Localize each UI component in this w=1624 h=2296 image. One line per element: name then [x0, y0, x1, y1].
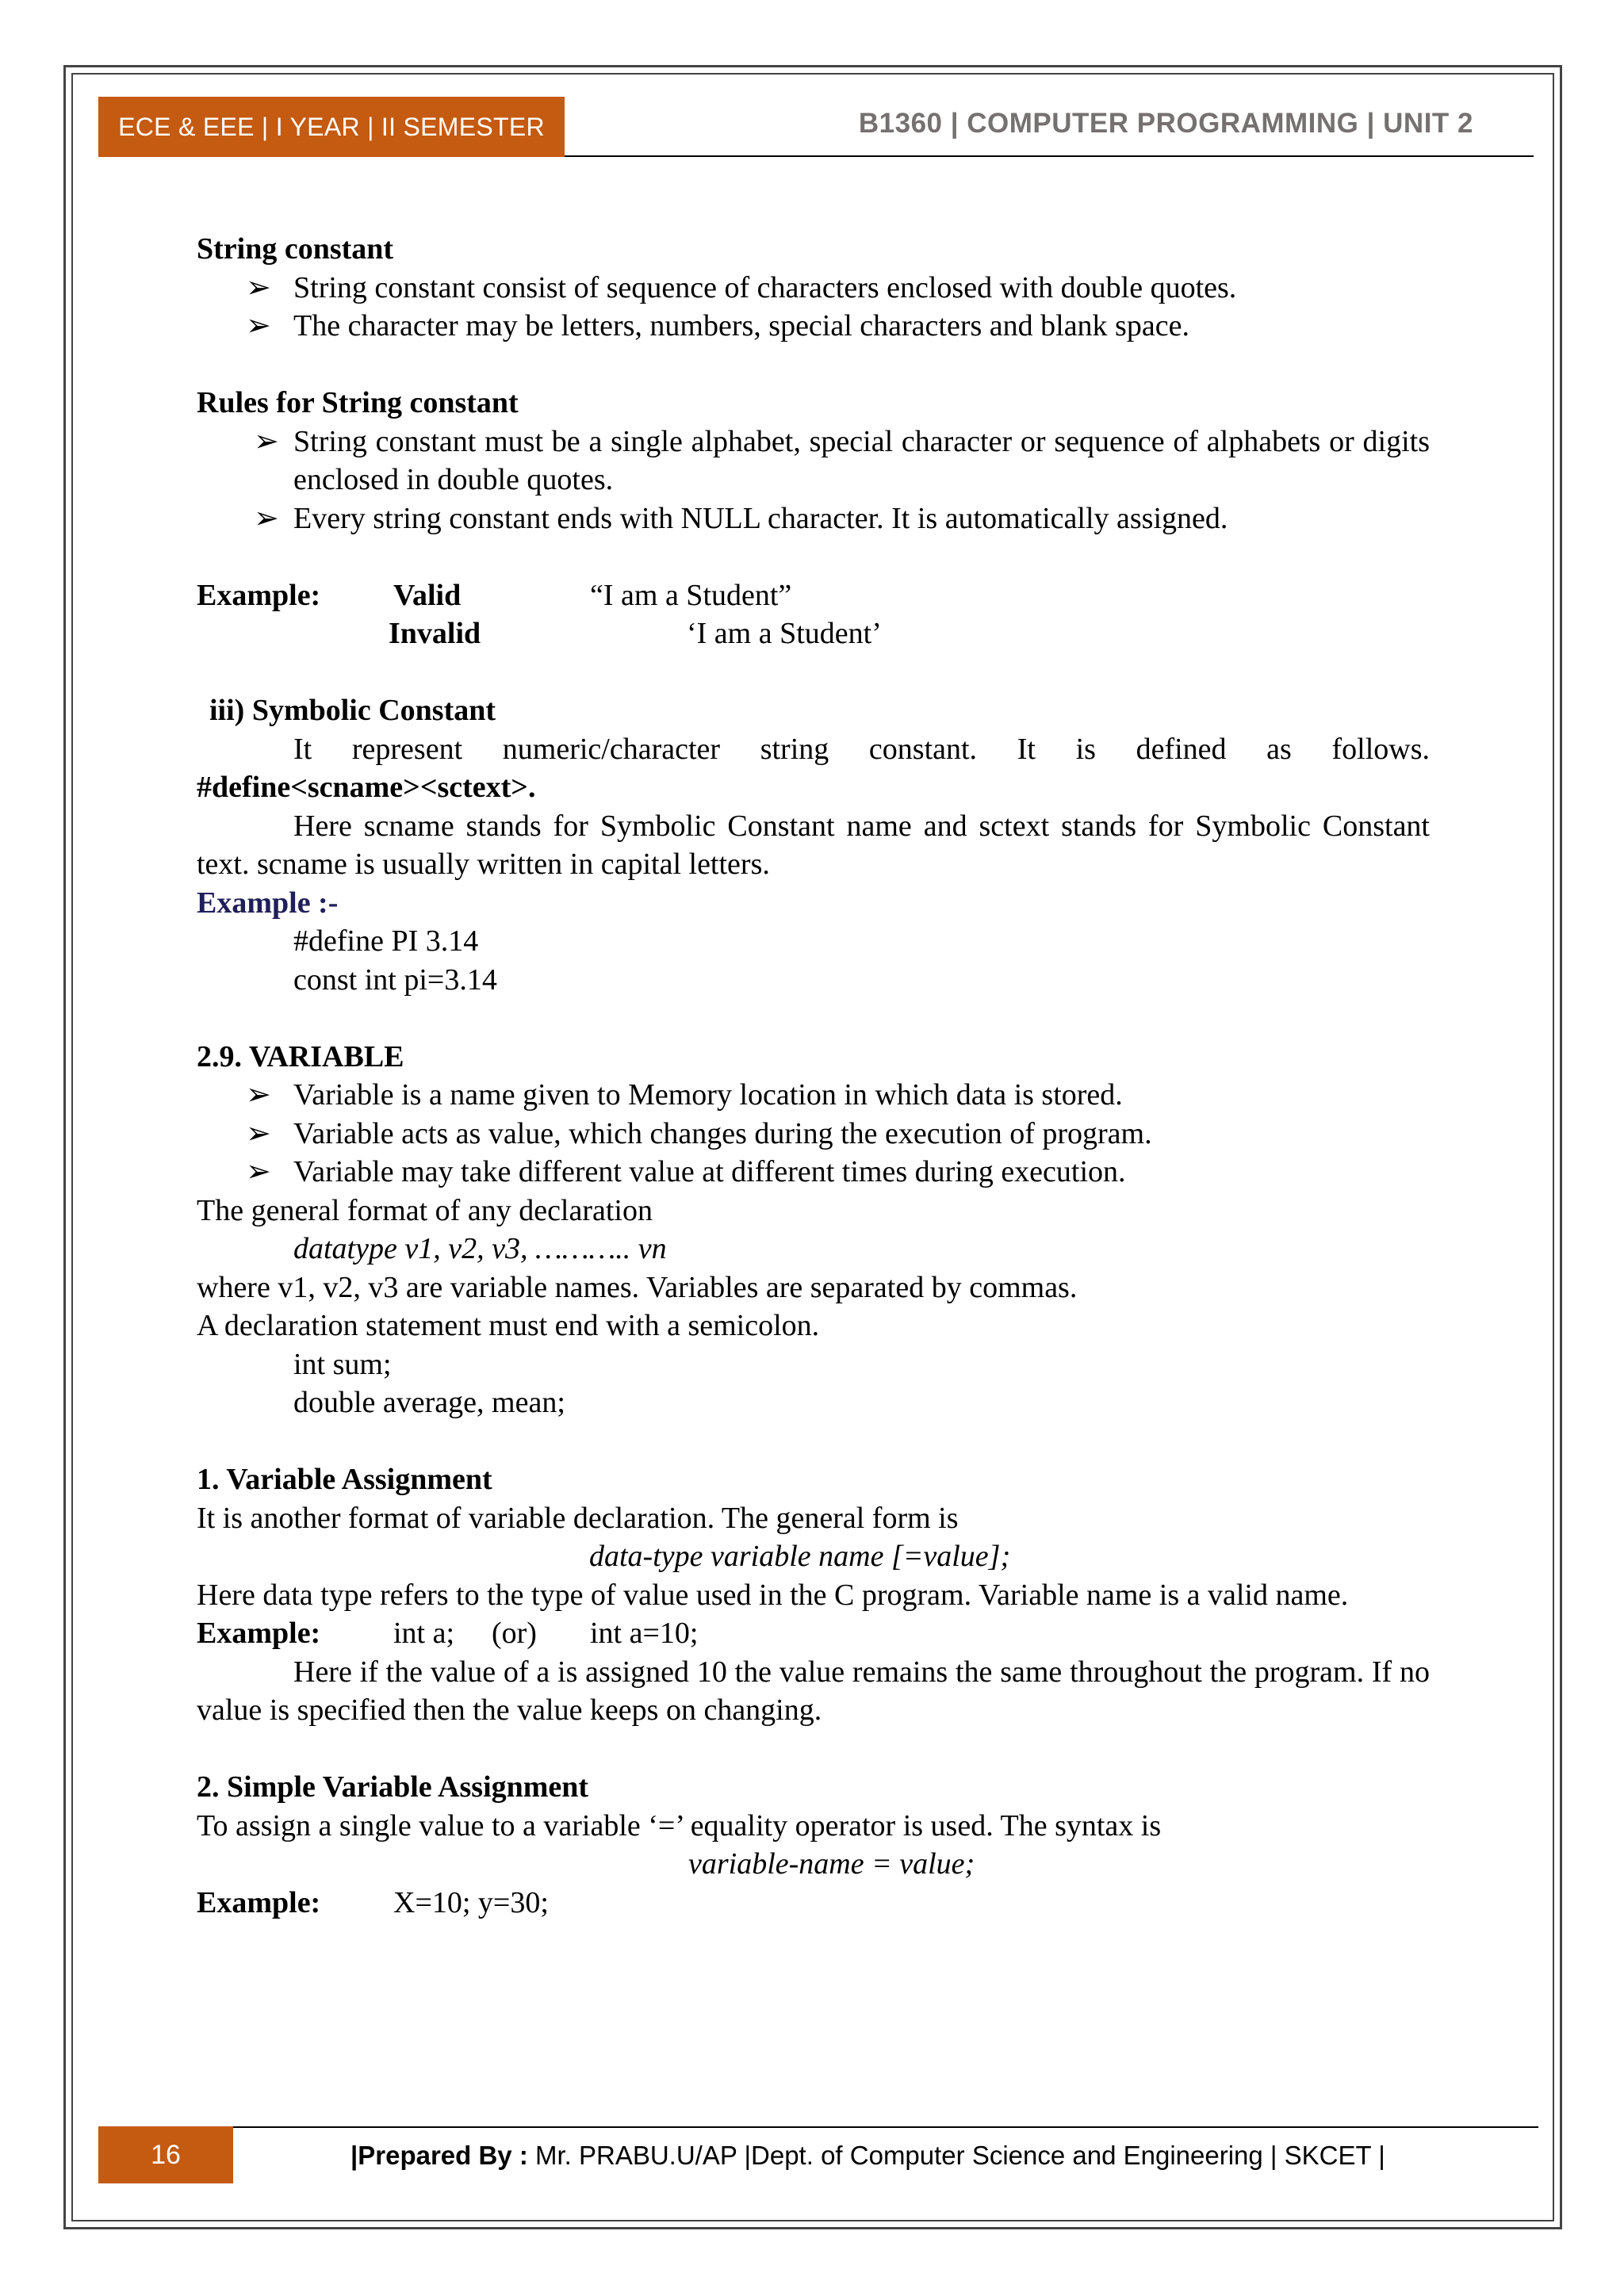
list-item: ➢ Every string constant ends with NULL character. It is automatically assigned.: [197, 499, 1430, 538]
section-title-variable-assignment: 1. Variable Assignment: [197, 1463, 492, 1496]
arrow-bullet-icon: ➢: [254, 424, 279, 458]
section-title-symbolic: iii) Symbolic Constant: [209, 694, 496, 727]
section-title-string-constant: String constant: [197, 232, 394, 266]
example-label: Example:: [197, 1885, 321, 1919]
code-line: double average, mean;: [293, 1386, 565, 1419]
invalid-value: ‘I am a Student’: [687, 617, 882, 650]
symbolic-para-1: It represent numeric/character string constant. It is defined as follows.: [293, 732, 1430, 766]
arrow-bullet-icon: ➢: [246, 309, 271, 342]
header-title: B1360 | COMPUTER PROGRAMMING | UNIT 2: [858, 108, 1473, 139]
simple-assign-syntax: variable-name = value;: [688, 1847, 975, 1881]
example-code: X=10; y=30;: [393, 1885, 549, 1919]
code-line: #define PI 3.14: [293, 924, 479, 958]
var-assign-desc: Here data type refers to the type of value used in the C program. Variable name is a valid name.: [197, 1578, 1349, 1612]
list-item: ➢ String constant must be a single alphabet, special character or sequence of alphabets or digits enclosed in double quotes.: [197, 423, 1430, 499]
prepared-by-label: |Prepared By :: [350, 2141, 528, 2170]
symbolic-example-label: Example :-: [197, 886, 339, 920]
prepared-by-text: Mr. PRABU.U/AP |Dept. of Computer Science and Engineering | SKCET |: [527, 2141, 1385, 2170]
footer-credits: [350, 2141, 1385, 2171]
section-title-variable: 2.9. VARIABLE: [197, 1039, 404, 1073]
string-example-valid-row: [197, 576, 1430, 615]
simple-assign-intro: To assign a single value to a variable ‘=’ equality operator is used. The syntax is: [197, 1808, 1162, 1843]
list-item: ➢ String constant consist of sequence of characters enclosed with double quotes.: [197, 269, 1430, 308]
header-rule: [565, 155, 1534, 157]
list-item: ➢ Variable is a name given to Memory location in which data is stored.: [197, 1076, 1430, 1115]
example-label: Example:: [197, 1617, 321, 1650]
page-number: 16: [98, 2126, 233, 2183]
var-assign-intro: It is another format of variable declaration. The general form is: [197, 1501, 959, 1535]
arrow-bullet-icon: ➢: [246, 1155, 271, 1188]
code-line: int sum;: [293, 1347, 392, 1381]
footer-rule: [233, 2126, 1538, 2128]
example-label: Example:: [197, 578, 321, 612]
example-code: int a;: [393, 1617, 455, 1650]
list-item: ➢ The character may be letters, numbers, special characters and blank space.: [197, 307, 1430, 346]
list-item: ➢ Variable acts as value, which changes during the execution of program.: [197, 1115, 1430, 1154]
page-content: [197, 230, 1430, 1922]
format-syntax: datatype v1, v2, v3, ……….. vn: [293, 1232, 667, 1265]
symbolic-syntax: #define<scname><sctext>.: [197, 771, 536, 804]
var-assign-note: Here if the value of a is assigned 10 the value remains the same throughout the program. If no value is specified then the value keeps on changing.: [197, 1655, 1430, 1727]
var-assign-syntax: data-type variable name [=value];: [589, 1540, 1011, 1573]
section-title-simple-assignment: 2. Simple Variable Assignment: [197, 1770, 589, 1804]
valid-label: Valid: [393, 578, 462, 612]
arrow-bullet-icon: ➢: [246, 1078, 271, 1112]
header-course-badge: ECE & EEE | I YEAR | II SEMESTER: [98, 97, 565, 157]
declaration-text: A declaration statement must end with a semicolon.: [197, 1309, 820, 1342]
arrow-bullet-icon: ➢: [246, 1116, 271, 1150]
valid-value: “I am a Student”: [590, 578, 792, 612]
list-item: ➢ Variable may take different value at different times during execution.: [197, 1153, 1430, 1192]
invalid-label: Invalid: [389, 617, 481, 650]
example-code: int a=10;: [590, 1617, 699, 1650]
arrow-bullet-icon: ➢: [246, 270, 271, 304]
general-format-text: The general format of any declaration: [197, 1193, 653, 1227]
where-text: where v1, v2, v3 are variable names. Variables are separated by commas.: [197, 1270, 1078, 1304]
arrow-bullet-icon: ➢: [254, 501, 279, 535]
section-title-rules: Rules for String constant: [197, 386, 519, 419]
code-line: const int pi=3.14: [293, 962, 497, 997]
example-or: (or): [492, 1617, 537, 1650]
string-example-invalid-row: [197, 614, 1430, 653]
var-assign-example-row: [197, 1614, 1430, 1653]
symbolic-para-2: Here scname stands for Symbolic Constant name and sctext stands for Symbolic Constant text. scname is usually written in capital letters.: [197, 809, 1430, 881]
simple-assign-example-row: [197, 1884, 1430, 1923]
